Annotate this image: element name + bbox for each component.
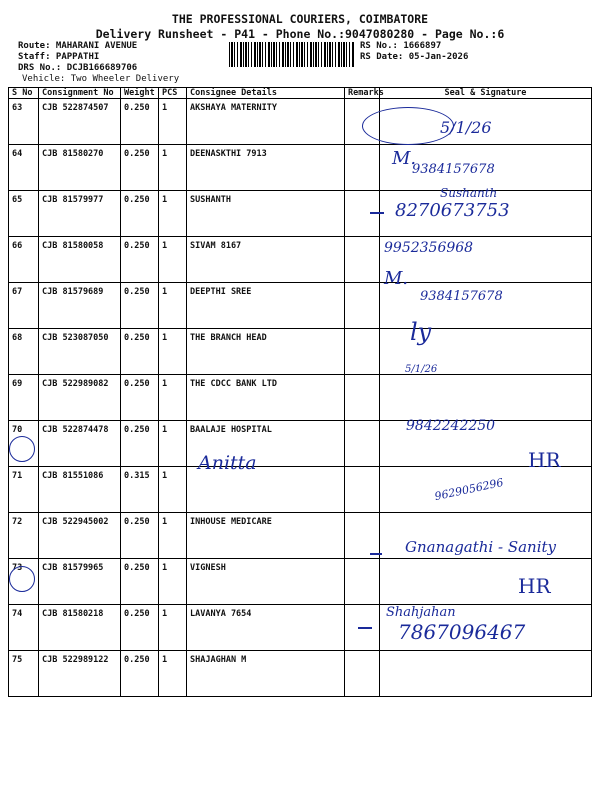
row-71-circle xyxy=(9,436,35,462)
row-consignee: SHAJAGHAN M xyxy=(187,651,345,697)
row-consignee: THE BRANCH HEAD xyxy=(187,329,345,375)
row-pcs: 1 xyxy=(159,191,187,237)
row-pcs: 1 xyxy=(159,283,187,329)
row-74-hr: HR xyxy=(518,574,551,598)
route-label: Route: MAHARANI AVENUE xyxy=(18,41,138,51)
signature-73-name: Gnanagathi - Sanity xyxy=(405,538,557,556)
row-weight: 0.250 xyxy=(121,99,159,145)
row-consignment-no: CJB 81551086 xyxy=(39,467,121,513)
row-weight: 0.250 xyxy=(121,375,159,421)
row-weight: 0.250 xyxy=(121,421,159,467)
row-remarks xyxy=(345,145,380,191)
table-row xyxy=(9,559,592,605)
signature-65-name: Sushanth xyxy=(440,186,498,200)
table-row xyxy=(9,145,592,191)
row-remarks xyxy=(345,421,380,467)
col-weight: Weight xyxy=(121,88,159,99)
signature-75-phone: 7867096467 xyxy=(398,620,526,644)
row-consignee: AKSHAYA MATERNITY xyxy=(187,99,345,145)
row-weight: 0.250 xyxy=(121,329,159,375)
signature-68-mark: ly xyxy=(410,318,432,346)
col-sno: S No xyxy=(9,88,39,99)
signature-67-phone: 9384157678 xyxy=(420,289,503,304)
row-consignee: DEEPTHI SREE xyxy=(187,283,345,329)
row-sno: 69 xyxy=(9,375,39,421)
row-seal-signature xyxy=(380,375,592,421)
row-74-circle xyxy=(9,566,35,592)
rs-number: RS No.: 1666897 xyxy=(360,41,442,51)
signature-64-name: M. xyxy=(392,148,417,169)
row-weight: 0.250 xyxy=(121,191,159,237)
row-remarks xyxy=(345,191,380,237)
row-pcs: 1 xyxy=(159,237,187,283)
row-pcs: 1 xyxy=(159,145,187,191)
dash-mark xyxy=(358,627,372,629)
row-consignment-no: CJB 522989122 xyxy=(39,651,121,697)
row-sno: 71 xyxy=(9,467,39,513)
row-consignment-no: CJB 523087050 xyxy=(39,329,121,375)
row-sno: 66 xyxy=(9,237,39,283)
row-pcs: 1 xyxy=(159,605,187,651)
row-consignment-no: CJB 81580218 xyxy=(39,605,121,651)
row-sno: 65 xyxy=(9,191,39,237)
staff-label: Staff: PAPPATHI xyxy=(18,52,100,62)
row-consignment-no: CJB 81579689 xyxy=(39,283,121,329)
row-sno: 73 xyxy=(9,559,39,605)
row-weight: 0.250 xyxy=(121,237,159,283)
row-sno: 70 xyxy=(9,421,39,467)
col-remarks: Remarks xyxy=(345,88,380,99)
row-sno: 75 xyxy=(9,651,39,697)
table-row xyxy=(9,99,592,145)
row-remarks xyxy=(345,559,380,605)
vehicle-label: Vehicle: Two Wheeler Delivery xyxy=(22,74,180,84)
row-remarks xyxy=(345,237,380,283)
table-row xyxy=(9,329,592,375)
table-row xyxy=(9,375,592,421)
row-pcs: 1 xyxy=(159,513,187,559)
row-pcs: 1 xyxy=(159,99,187,145)
row-consignee: THE CDCC BANK LTD xyxy=(187,375,345,421)
signature-72-phone: 9629056296 xyxy=(433,475,505,504)
row-pcs: 1 xyxy=(159,559,187,605)
row-seal-signature xyxy=(380,559,592,605)
row-consignee: DEENASKTHI 7913 xyxy=(187,145,345,191)
row-consignment-no: CJB 522874478 xyxy=(39,421,121,467)
row-consignee: VIGNESH xyxy=(187,559,345,605)
row-weight: 0.250 xyxy=(121,651,159,697)
drs-number: DRS No.: DCJB166689706 xyxy=(18,63,138,73)
row-weight: 0.250 xyxy=(121,559,159,605)
row-consignment-no: CJB 81579977 xyxy=(39,191,121,237)
document-title: THE PROFESSIONAL COURIERS, COIMBATORE xyxy=(171,12,429,26)
table-row xyxy=(9,651,592,697)
signature-75-name: Shahjahan xyxy=(386,605,456,620)
row-consignment-no: CJB 522989082 xyxy=(39,375,121,421)
signature-67-name: M. xyxy=(384,268,409,289)
signature-63-date: 5/1/26 xyxy=(440,118,492,137)
row-consignment-no: CJB 81580270 xyxy=(39,145,121,191)
table-row xyxy=(9,283,592,329)
row-weight: 0.315 xyxy=(121,467,159,513)
row-consignment-no: CJB 81580058 xyxy=(39,237,121,283)
signature-70-phone: 9842242250 xyxy=(406,418,496,434)
row-sno: 63 xyxy=(9,99,39,145)
row-weight: 0.250 xyxy=(121,513,159,559)
row-consignment-no: CJB 522874507 xyxy=(39,99,121,145)
row-remarks xyxy=(345,467,380,513)
row-consignee: SUSHANTH xyxy=(187,191,345,237)
row-remarks xyxy=(345,329,380,375)
row-weight: 0.250 xyxy=(121,145,159,191)
row-consignee: BAALAJE HOSPITAL xyxy=(187,421,345,467)
row-sno: 68 xyxy=(9,329,39,375)
table-row xyxy=(9,421,592,467)
row-consignee: SIVAM 8167 xyxy=(187,237,345,283)
row-sno: 72 xyxy=(9,513,39,559)
table-header-row xyxy=(9,88,592,99)
row-remarks xyxy=(345,513,380,559)
signature-69-date: 5/1/26 xyxy=(405,364,438,375)
dash-mark xyxy=(370,212,384,214)
row-consignee: INHOUSE MEDICARE xyxy=(187,513,345,559)
row-remarks xyxy=(345,283,380,329)
row-pcs: 1 xyxy=(159,421,187,467)
row-weight: 0.250 xyxy=(121,605,159,651)
col-consignment: Consignment No xyxy=(39,88,121,99)
runsheet-table xyxy=(8,87,592,697)
col-consignee: Consignee Details xyxy=(187,88,345,99)
row-pcs: 1 xyxy=(159,467,187,513)
col-pcs: PCS xyxy=(159,88,187,99)
row-remarks xyxy=(345,375,380,421)
row-pcs: 1 xyxy=(159,651,187,697)
row-sno: 67 xyxy=(9,283,39,329)
row-71-hr: HR xyxy=(528,448,561,472)
col-seal-signature: Seal & Signature xyxy=(380,88,592,99)
row-consignee: LAVANYA 7654 xyxy=(187,605,345,651)
signature-66-phone: 9952356968 xyxy=(384,240,474,256)
signature-64-phone: 9384157678 xyxy=(412,162,495,177)
row-weight: 0.250 xyxy=(121,283,159,329)
row-consignment-no: CJB 81579965 xyxy=(39,559,121,605)
dash-mark xyxy=(370,553,382,555)
row-sno: 74 xyxy=(9,605,39,651)
row-sno: 64 xyxy=(9,145,39,191)
row-consignment-no: CJB 522945002 xyxy=(39,513,121,559)
signature-65-phone: 8270673753 xyxy=(395,200,510,221)
row-pcs: 1 xyxy=(159,375,187,421)
document-subtitle: Delivery Runsheet - P41 - Phone No.:9047080280 - Page No.:6 xyxy=(95,27,505,41)
table-row xyxy=(9,237,592,283)
rs-date: RS Date: 05-Jan-2026 xyxy=(360,52,469,62)
row-seal-signature xyxy=(380,651,592,697)
row-pcs: 1 xyxy=(159,329,187,375)
row-remarks xyxy=(345,651,380,697)
row-71-handwritten-name: Anitta xyxy=(198,452,257,474)
table-row xyxy=(9,467,592,513)
barcode xyxy=(229,42,355,67)
